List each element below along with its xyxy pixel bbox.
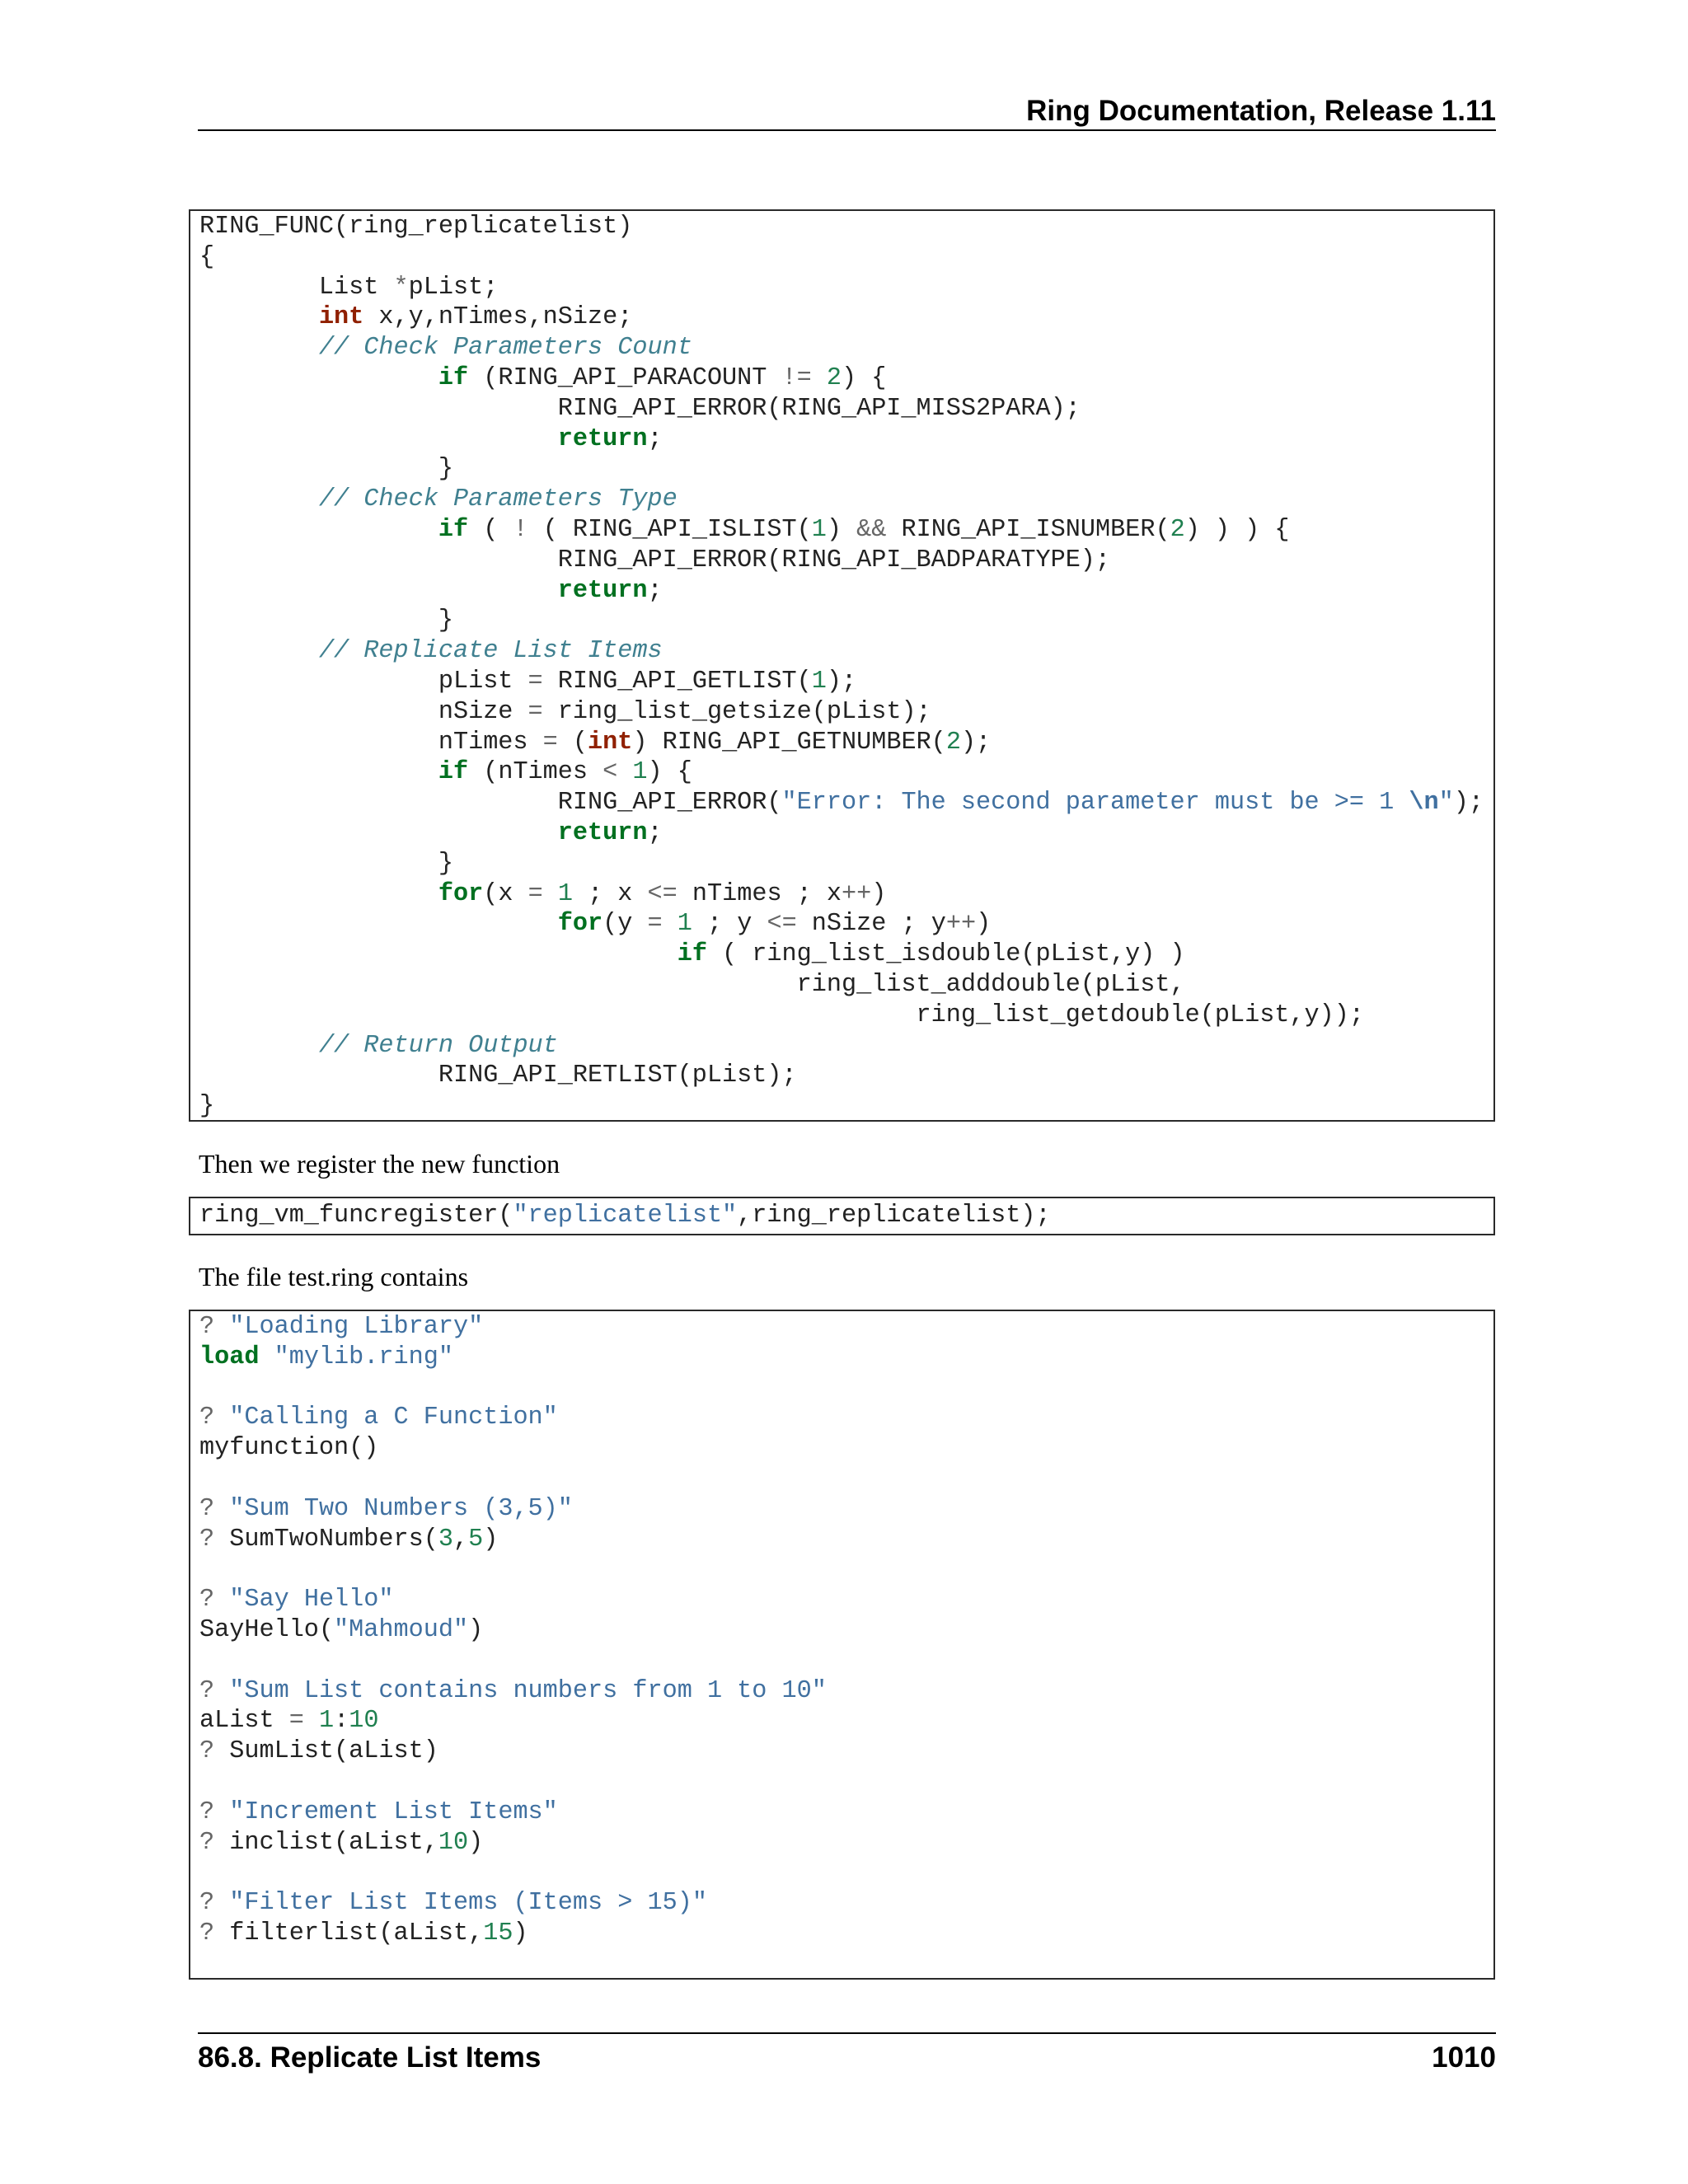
string-token: "replicatelist" [513,1202,738,1230]
operator-token: = [528,667,543,696]
code-line: ring_list_adddouble(pList, [199,970,1185,999]
number-token: 10 [349,1707,379,1736]
string-token: "Filter List Items (Items > 15)" [229,1889,707,1918]
keyword-token: return [557,576,648,605]
operator-token: = [528,879,543,908]
code-block-funcregister [189,1197,1495,1235]
footer-rule [198,2032,1496,2034]
code-line [199,1889,707,1917]
code-line: for(x = 1 ; x <= nTimes ; x++) [438,879,887,908]
footer-page-number: 1010 [1432,2041,1496,2074]
code-line: ring_list_getdouble(pList,y)); [199,1001,1365,1029]
number-token: 15 [483,1919,513,1947]
header-rule [198,129,1496,131]
keyword-token: return [557,818,648,847]
code-line [199,1798,558,1826]
operator-token: ? [199,1494,215,1523]
operator-token: ? [199,1919,215,1947]
string-token: "Sum Two Numbers (3,5)" [229,1494,573,1523]
code-line: RING_API_RETLIST(pList); [199,1062,797,1090]
operator-token: ++ [945,910,977,939]
operator-token: <= [767,910,797,939]
string-token: "Error: The second parameter must be >= 1 [781,789,1409,818]
string-token: "Say Hello" [229,1586,394,1615]
code-line: return; [557,818,663,847]
code-line [199,1313,483,1341]
code-line: for(y = 1 ; y <= nSize ; y++) [557,910,992,939]
operator-token: && [856,515,887,544]
code-line [199,1032,558,1060]
code-line: return; [557,576,663,605]
operator-token: != [781,363,812,392]
code-line: RING_API_ERROR("Error: The second parameter must be >= 1 \n"); [199,789,1484,818]
code-line: pList = RING_API_GETLIST(1); [199,667,857,696]
code-line [199,1586,394,1614]
operator-token: ? [199,1797,215,1826]
paragraph-test-file-intro: The file test.ring contains [199,1262,469,1291]
string-token: "mylib.ring" [274,1343,453,1371]
keyword-token: for [438,879,484,908]
operator-token: ++ [842,879,872,908]
code-line: } [199,607,453,635]
string-token: "Sum List contains numbers from 1 to 10" [229,1676,827,1705]
code-block-replicatelist [189,209,1495,1122]
number-token: 5 [468,1525,484,1554]
string-token: " [1438,789,1454,818]
code-line: if ( ! ( RING_API_ISLIST(1) && RING_API_ISNUMBER(2) ) ) { [438,515,1290,544]
page-header-title: Ring Documentation, Release 1.11 [1026,95,1496,127]
number-token: 1 [318,1707,335,1736]
operator-token: ? [199,1404,215,1432]
type-token: int [318,303,364,332]
operator-token: ? [199,1676,215,1705]
operator-token: ? [199,1525,215,1554]
number-token: 2 [826,363,842,392]
code-line: ? inclist(aList,10) [199,1828,484,1857]
keyword-token: load [199,1343,260,1371]
code-line: if (RING_API_PARACOUNT != 2) { [438,363,887,392]
keyword-token: if [438,515,469,544]
code-line [199,637,663,665]
operator-token: ! [513,515,528,544]
operator-token: ? [199,1586,215,1615]
type-token: int [588,728,633,757]
code-listing [190,211,1493,1122]
code-listing [190,1198,1493,1231]
operator-token: * [393,273,409,302]
operator-token: ? [199,1828,215,1857]
comment-token: // Return Output [318,1031,558,1060]
code-line: SayHello("Mahmoud") [199,1615,484,1644]
operator-token: < [603,758,618,787]
code-line: int x,y,nTimes,nSize; [318,303,633,332]
code-line: if (nTimes < 1) { [438,758,692,787]
escape-token: \n [1409,789,1439,818]
operator-token: ? [199,1313,215,1341]
code-line: RING_API_ERROR(RING_API_BADPARATYPE); [199,546,1111,574]
code-line: List *pList; [199,273,499,302]
keyword-token: for [557,910,603,939]
number-token: 1 [632,758,648,787]
operator-token: <= [647,879,678,908]
string-token: "Calling a C Function" [229,1404,558,1432]
code-line: nSize = ring_list_getsize(pList); [199,697,931,726]
code-line: aList = 1:10 [199,1707,379,1736]
number-token: 1 [811,667,827,696]
code-line: if ( ring_list_isdouble(pList,y) ) [677,940,1185,969]
code-line [199,1343,453,1371]
number-token: 1 [557,879,573,908]
number-token: 2 [945,728,961,757]
keyword-token: return [557,424,648,453]
code-line: RING_API_ERROR(RING_API_MISS2PARA); [199,394,1081,423]
keyword-token: if [438,758,469,787]
code-line [199,1677,827,1705]
code-line: } [199,455,453,484]
number-token: 1 [677,910,692,939]
string-token: "Loading Library" [229,1313,484,1341]
number-token: 1 [811,515,827,544]
comment-token: // Replicate List Items [318,637,663,666]
operator-token: ? [199,1737,215,1766]
string-token: "Increment List Items" [229,1797,558,1826]
operator-token: = [528,697,543,726]
number-token: 10 [438,1828,469,1857]
operator-token: = [647,910,663,939]
operator-token: = [288,1707,304,1736]
number-token: 2 [1170,515,1185,544]
code-line: nTimes = (int) RING_API_GETNUMBER(2); [199,728,992,757]
code-block-test-ring [189,1310,1495,1980]
keyword-token: if [438,363,469,392]
code-line: myfunction() [199,1434,379,1463]
comment-token: // Check Parameters Type [318,485,678,514]
code-line: { [199,242,215,271]
code-line [199,485,678,513]
number-token: 3 [438,1525,453,1554]
code-line [199,334,692,362]
code-line: } [199,1092,215,1121]
code-line: RING_FUNC(ring_replicatelist) [199,213,633,241]
keyword-token: if [677,940,707,969]
code-line: return; [557,424,663,453]
string-token: "Mahmoud" [334,1615,469,1644]
code-listing [190,1311,1493,1949]
code-line [199,1404,558,1432]
paragraph-register-intro: Then we register the new function [199,1149,560,1179]
code-line: } [199,849,453,878]
code-line: ? SumList(aList) [199,1737,438,1766]
code-line: ? filterlist(aList,15) [199,1919,528,1947]
operator-token: ? [199,1889,215,1918]
footer-section-title: 86.8. Replicate List Items [198,2041,542,2074]
code-line: ? SumTwoNumbers(3,5) [199,1525,499,1554]
operator-token: = [542,728,558,757]
code-line: ring_vm_funcregister("replicatelist",ring_replicatelist); [199,1202,1051,1230]
code-line [199,1495,573,1523]
comment-token: // Check Parameters Count [318,334,692,363]
